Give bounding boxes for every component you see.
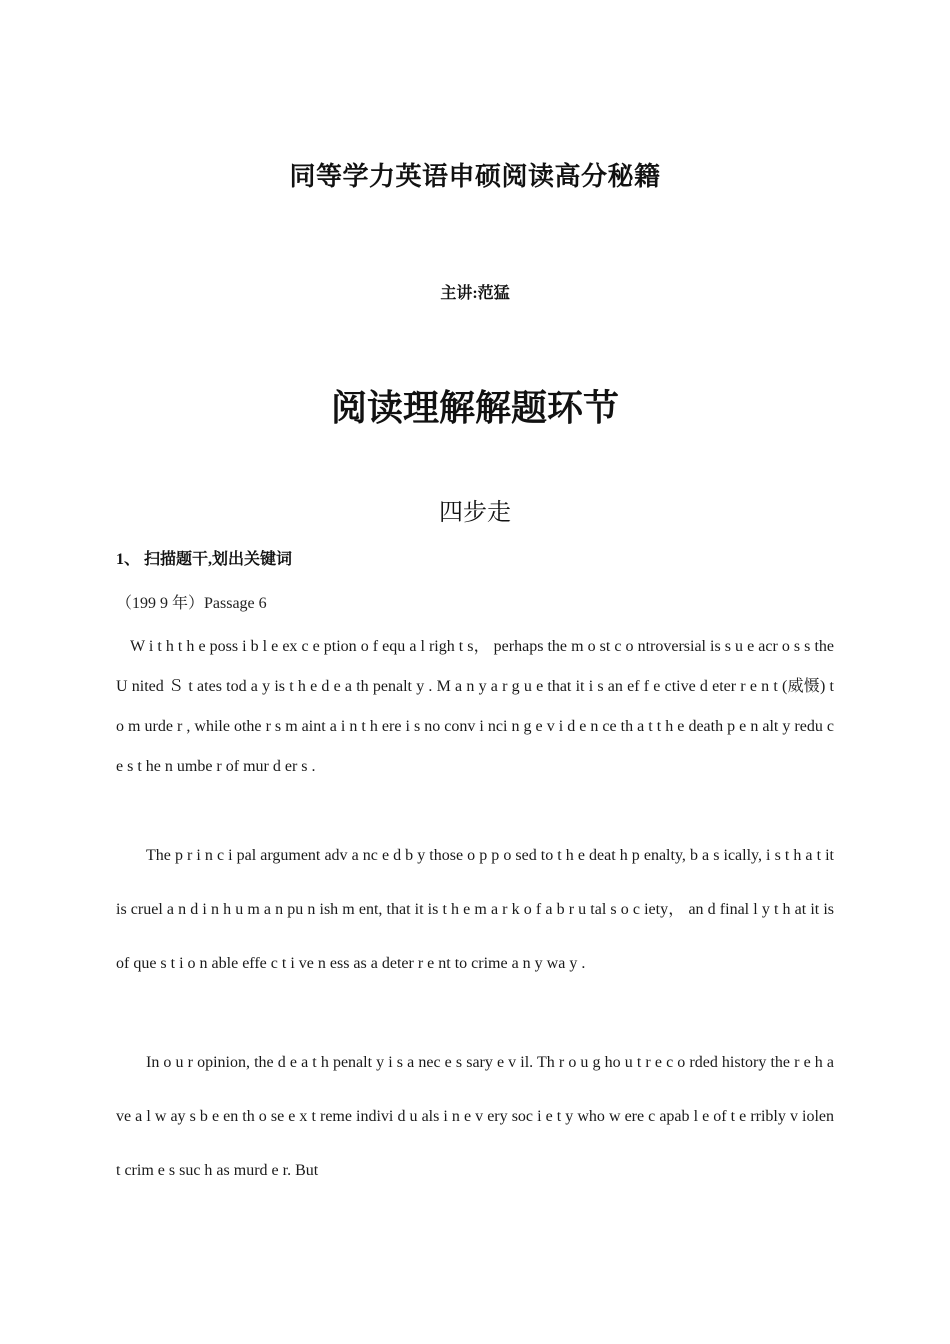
paragraph: In o u r opinion, the d e a t h penalt y i s a nec e s sary e v il. Th r o u g ho u t r e c o rded history the r e h ave a l w ay s b e en th o se e x t reme indivi d u als i n e v ery soc i e t y who w ere c apab l e of t e rribly v iolent crim e s suc h as murd e r. But (116, 1054, 834, 1179)
step-heading: 1、 扫描题干,划出关键词 (116, 551, 293, 568)
section-title: 阅读理解解题环节 (330, 388, 619, 428)
paragraph: W i t h t h e poss i b l e ex c e ption o f equ a l righ t s， perhaps the m o st c o ntroversial is s u e acr o s s the U nited Ｓ t ates tod a y is t h e d e a th penalt y . M a n y a r g u e that it i s an ef f e ctive d eter r e n t (威慑) t o m urde r , while othe r s m aint a i n t h ere i s no conv i nci n g e v i d e n ce th a t t h e death p e n alt y redu c e s t he n umbe r of mur d er s . (116, 638, 834, 775)
paragraph: The p r i n c i pal argument adv a nc e d b y those o p p o sed to t h e deat h p enalty, b a s ically, i s t h a t it is cruel a n d i n h u m a n pu n ish m ent, that it is t h e m a r k o f a b r u tal s o c iety， an d final l y t h at it is of que s t i o n able effe c t i ve n ess as a deter r e nt to crime a n y wa y . (116, 847, 834, 972)
speaker-line: 主讲:范猛 (440, 285, 510, 302)
passage-source: （199 9 年）Passage 6 (116, 595, 267, 612)
document-title: 同等学力英语申硕阅读高分秘籍 (289, 162, 661, 191)
sub-title: 四步走 (439, 500, 511, 526)
